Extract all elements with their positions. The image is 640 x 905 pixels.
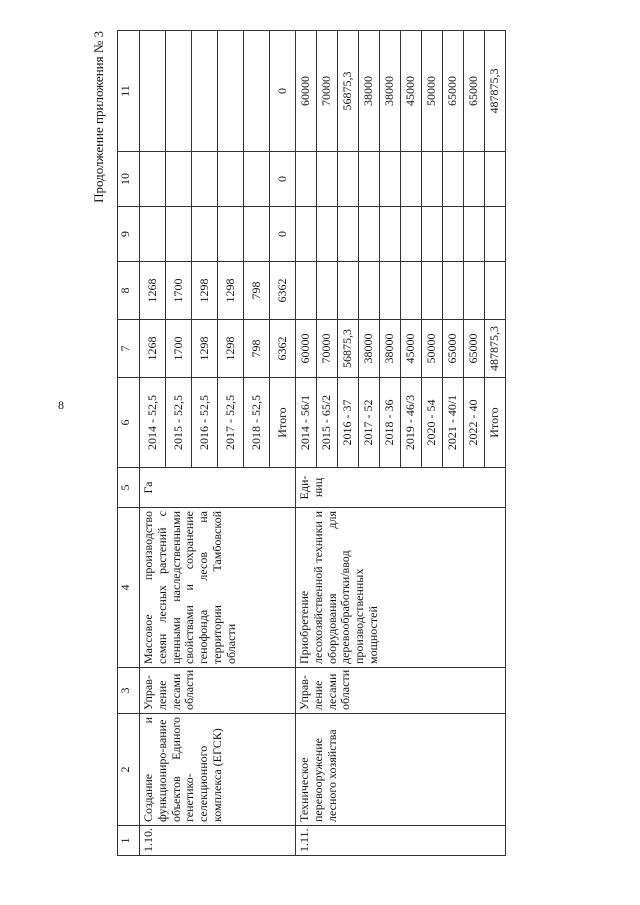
cell-c10 [443, 152, 464, 207]
executor: Управ-ление лесами области [296, 668, 506, 714]
cell-c8: 798 [244, 262, 270, 320]
cell-c7: 50000 [422, 320, 443, 378]
cell-c9 [317, 207, 338, 262]
cell-c6: 2020 - 54 [422, 378, 443, 468]
header-cell-8: 8 [118, 262, 140, 320]
cell-c11 [244, 31, 270, 152]
cell-c9 [422, 207, 443, 262]
cell-c7: 798 [244, 320, 270, 378]
table-body [140, 31, 506, 856]
cell-c8 [485, 262, 506, 320]
cell-c6: 2016 - 37 [338, 378, 359, 468]
cell-c10 [140, 152, 166, 207]
cell-c9 [464, 207, 485, 262]
cell-c6: 2019 - 46/3 [401, 378, 422, 468]
executor: Управ-ление лесами области [140, 668, 296, 714]
cell-c8: 1298 [192, 262, 218, 320]
cell-c6: 2015 - 65/2 [317, 378, 338, 468]
cell-c8: 1298 [218, 262, 244, 320]
cell-c7: 6362 [270, 320, 296, 378]
cell-c8 [443, 262, 464, 320]
cell-c7: 38000 [359, 320, 380, 378]
unit: Га [140, 468, 296, 508]
program-table [117, 30, 506, 856]
cell-c9 [140, 207, 166, 262]
cell-c11: 65000 [464, 31, 485, 152]
cell-c9 [166, 207, 192, 262]
indicator-description: Массовое производство семян лесных растений с ценными наследственными свойствами и сохранение генофонда лесов на территории Тамбовской области [140, 508, 296, 668]
cell-c11: 45000 [401, 31, 422, 152]
header-cell-1: 1 [118, 826, 140, 856]
cell-c8 [464, 262, 485, 320]
cell-c8 [422, 262, 443, 320]
cell-c7: 45000 [401, 320, 422, 378]
cell-c9 [359, 207, 380, 262]
cell-c8: 1268 [140, 262, 166, 320]
cell-c9 [443, 207, 464, 262]
cell-c9 [380, 207, 401, 262]
cell-c10 [166, 152, 192, 207]
cell-c8: 1700 [166, 262, 192, 320]
activity-name: Создание и функциониро-вание объектов Единого генетико-селекционного комплекса (ЕГСК) [140, 714, 296, 826]
cell-c7: 1700 [166, 320, 192, 378]
cell-c11: 50000 [422, 31, 443, 152]
cell-c8: 6362 [270, 262, 296, 320]
cell-c10 [338, 152, 359, 207]
page-number: 8 [58, 398, 64, 412]
cell-c8 [317, 262, 338, 320]
cell-c7: 60000 [296, 320, 317, 378]
cell-c9 [296, 207, 317, 262]
cell-c10 [192, 152, 218, 207]
cell-c6: 2017 - 52 [359, 378, 380, 468]
cell-c7: 1298 [218, 320, 244, 378]
header-cell-3: 3 [118, 668, 140, 714]
cell-c7: 65000 [443, 320, 464, 378]
cell-c8 [338, 262, 359, 320]
cell-c6: 2017 - 52,5 [218, 378, 244, 468]
header-cell-6: 6 [118, 378, 140, 468]
header-cell-10: 10 [118, 152, 140, 207]
cell-c8 [359, 262, 380, 320]
header-cell-4: 4 [118, 508, 140, 668]
row-number: 1.10. [140, 826, 296, 856]
cell-c7: 65000 [464, 320, 485, 378]
activity-name: Техническое перевооружение лесного хозяйства [296, 714, 506, 826]
cell-c6: 2022 - 40 [464, 378, 485, 468]
cell-c6: 2018 - 52,5 [244, 378, 270, 468]
cell-c7: 70000 [317, 320, 338, 378]
cell-c11 [192, 31, 218, 152]
cell-c10 [317, 152, 338, 207]
cell-c7: 38000 [380, 320, 401, 378]
cell-c9: 0 [270, 207, 296, 262]
cell-c7: 1268 [140, 320, 166, 378]
cell-c11: 65000 [443, 31, 464, 152]
cell-c7: 487875,3 [485, 320, 506, 378]
cell-c9 [218, 207, 244, 262]
cell-c10 [296, 152, 317, 207]
cell-c11: 60000 [296, 31, 317, 152]
cell-c11: 70000 [317, 31, 338, 152]
cell-c6: 2016 - 52,5 [192, 378, 218, 468]
table-row [140, 31, 166, 856]
header-cell-11: 11 [118, 31, 140, 152]
cell-c9 [192, 207, 218, 262]
rotated-table-container [91, 31, 547, 856]
cell-c6: Итого [485, 378, 506, 468]
cell-c9 [485, 207, 506, 262]
cell-c11: 0 [270, 31, 296, 152]
header-cell-5: 5 [118, 468, 140, 508]
cell-c9 [338, 207, 359, 262]
unit: Еди-ниц [296, 468, 506, 508]
cell-c11: 38000 [380, 31, 401, 152]
header-cell-9: 9 [118, 207, 140, 262]
cell-c10 [401, 152, 422, 207]
cell-c8 [380, 262, 401, 320]
cell-c11 [218, 31, 244, 152]
cell-c6: 2021 - 40/1 [443, 378, 464, 468]
cell-c6: 2014 - 56/1 [296, 378, 317, 468]
cell-c9 [401, 207, 422, 262]
header-cell-2: 2 [118, 714, 140, 826]
cell-c10 [218, 152, 244, 207]
cell-c10 [485, 152, 506, 207]
appendix-caption: Продолжение приложения № 3 [91, 31, 106, 203]
indicator-description: Приобретение лесохозяйственной техники и оборудования для деревообработки/ввод производственных мощностей [296, 508, 506, 668]
cell-c10 [422, 152, 443, 207]
table-row [296, 31, 317, 856]
row-number: 1.11. [296, 826, 506, 856]
cell-c10: 0 [270, 152, 296, 207]
cell-c11: 38000 [359, 31, 380, 152]
cell-c6: 2015 - 52,5 [166, 378, 192, 468]
cell-c7: 1298 [192, 320, 218, 378]
cell-c6: Итого [270, 378, 296, 468]
cell-c10 [244, 152, 270, 207]
header-cell-7: 7 [118, 320, 140, 378]
cell-c11 [140, 31, 166, 152]
cell-c8 [296, 262, 317, 320]
cell-c11: 56875,3 [338, 31, 359, 152]
cell-c10 [380, 152, 401, 207]
cell-c11 [166, 31, 192, 152]
cell-c7: 56875,3 [338, 320, 359, 378]
cell-c11: 487875,3 [485, 31, 506, 152]
header-row [118, 31, 140, 856]
cell-c8 [401, 262, 422, 320]
cell-c6: 2014 - 52,5 [140, 378, 166, 468]
cell-c6: 2018 - 36 [380, 378, 401, 468]
cell-c9 [244, 207, 270, 262]
cell-c10 [464, 152, 485, 207]
cell-c10 [359, 152, 380, 207]
